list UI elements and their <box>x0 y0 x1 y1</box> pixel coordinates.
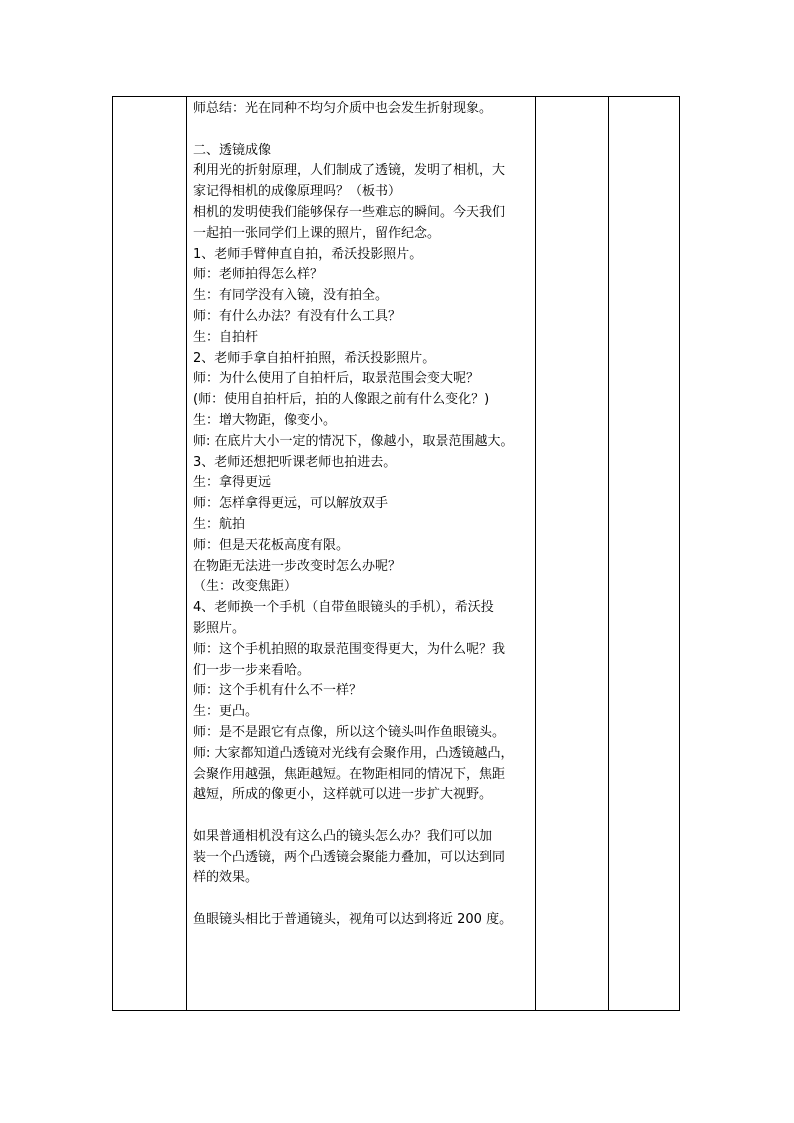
text-line: 利用光的折射原理，人们制成了透镜，发明了相机，大 <box>193 163 506 179</box>
text-line: 越短，所成的像更小，这样就可以进一步扩大视野。 <box>193 787 493 803</box>
text-line: 一起拍一张同学们上课的照片，留作纪念。 <box>193 225 441 241</box>
blank-line <box>193 889 531 910</box>
text-line: 师: 在底片大小一定的情况下，像越小，取景范围越大。 <box>193 433 514 449</box>
table-column-content <box>187 97 536 1010</box>
text-line: 相机的发明使我们能够保存一些难忘的瞬间。今天我们 <box>193 204 506 220</box>
text-line: 影照片。 <box>193 620 246 636</box>
table-column-fourth <box>609 97 679 1010</box>
text-line: 师: 大家都知道凸透镜对光线有会聚作用，凸透镜越凸， <box>193 745 514 761</box>
blank-line <box>193 806 531 827</box>
text-line: 4、老师换一个手机（自带鱼眼镜头的手机），希沃投 <box>193 600 494 616</box>
text-line: 师：老师拍得怎么样？ <box>193 267 324 283</box>
text-line: 师：怎样拿得更远，可以解放双手 <box>193 496 389 512</box>
text-line: 生：拿得更远 <box>193 475 272 491</box>
text-line: 鱼眼镜头相比于普通镜头，视角可以达到将近 200 度。 <box>193 912 513 928</box>
text-line: 样的效果。 <box>193 870 259 886</box>
text-line: 师：但是天花板高度有限。 <box>193 537 350 553</box>
text-line: 会聚作用越强，焦距越短。在物距相同的情况下，焦距 <box>193 766 506 782</box>
text-line: 师：为什么使用了自拍杆后，取景范围会变大呢？ <box>193 371 480 387</box>
table-column-left <box>113 97 187 1010</box>
text-line: 生：增大物距，像变小。 <box>193 412 337 428</box>
text-line: 生：有同学没有入镜，没有拍全。 <box>193 288 389 304</box>
text-line: 师：这个手机拍照的取景范围变得更大，为什么呢？我 <box>193 641 506 657</box>
text-line: 师：这个手机有什么不一样？ <box>193 683 363 699</box>
table-column-third <box>536 97 609 1010</box>
text-line: 装一个凸透镜，两个凸透镜会聚能力叠加，可以达到同 <box>193 849 506 865</box>
text-line: 如果普通相机没有这么凸的镜头怎么办？我们可以加 <box>193 828 493 844</box>
text-line: 师总结：光在同种不均匀介质中也会发生折射现象。 <box>193 101 493 116</box>
text-line: 二、透镜成像 <box>193 142 272 158</box>
text-line: (师：使用自拍杆后，拍的人像跟之前有什么变化？) <box>193 392 490 408</box>
text-line: 生：航拍 <box>193 516 246 532</box>
text-line: 1、老师手臂伸直自拍，希沃投影照片。 <box>193 246 423 262</box>
text-line: 们一步一步来看哈。 <box>193 662 311 678</box>
text-line: 3、老师还想把听课老师也拍进去。 <box>193 454 397 470</box>
text-line: 生：自拍杆 <box>193 329 259 345</box>
text-line: （生：改变焦距） <box>193 579 298 595</box>
text-line: 生：更凸。 <box>193 704 259 720</box>
text-line: 家记得相机的成像原理吗？（板书） <box>193 184 402 200</box>
text-line: 师：是不是跟它有点像，所以这个镜头叫作鱼眼镜头。 <box>193 724 506 740</box>
text-line: 师：有什么办法？有没有什么工具？ <box>193 308 402 324</box>
lesson-plan-table <box>112 96 680 1011</box>
blank-line <box>193 120 531 141</box>
text-line: 2、老师手拿自拍杆拍照，希沃投影照片。 <box>193 350 436 366</box>
text-line: 在物距无法进一步改变时怎么办呢？ <box>193 558 402 574</box>
